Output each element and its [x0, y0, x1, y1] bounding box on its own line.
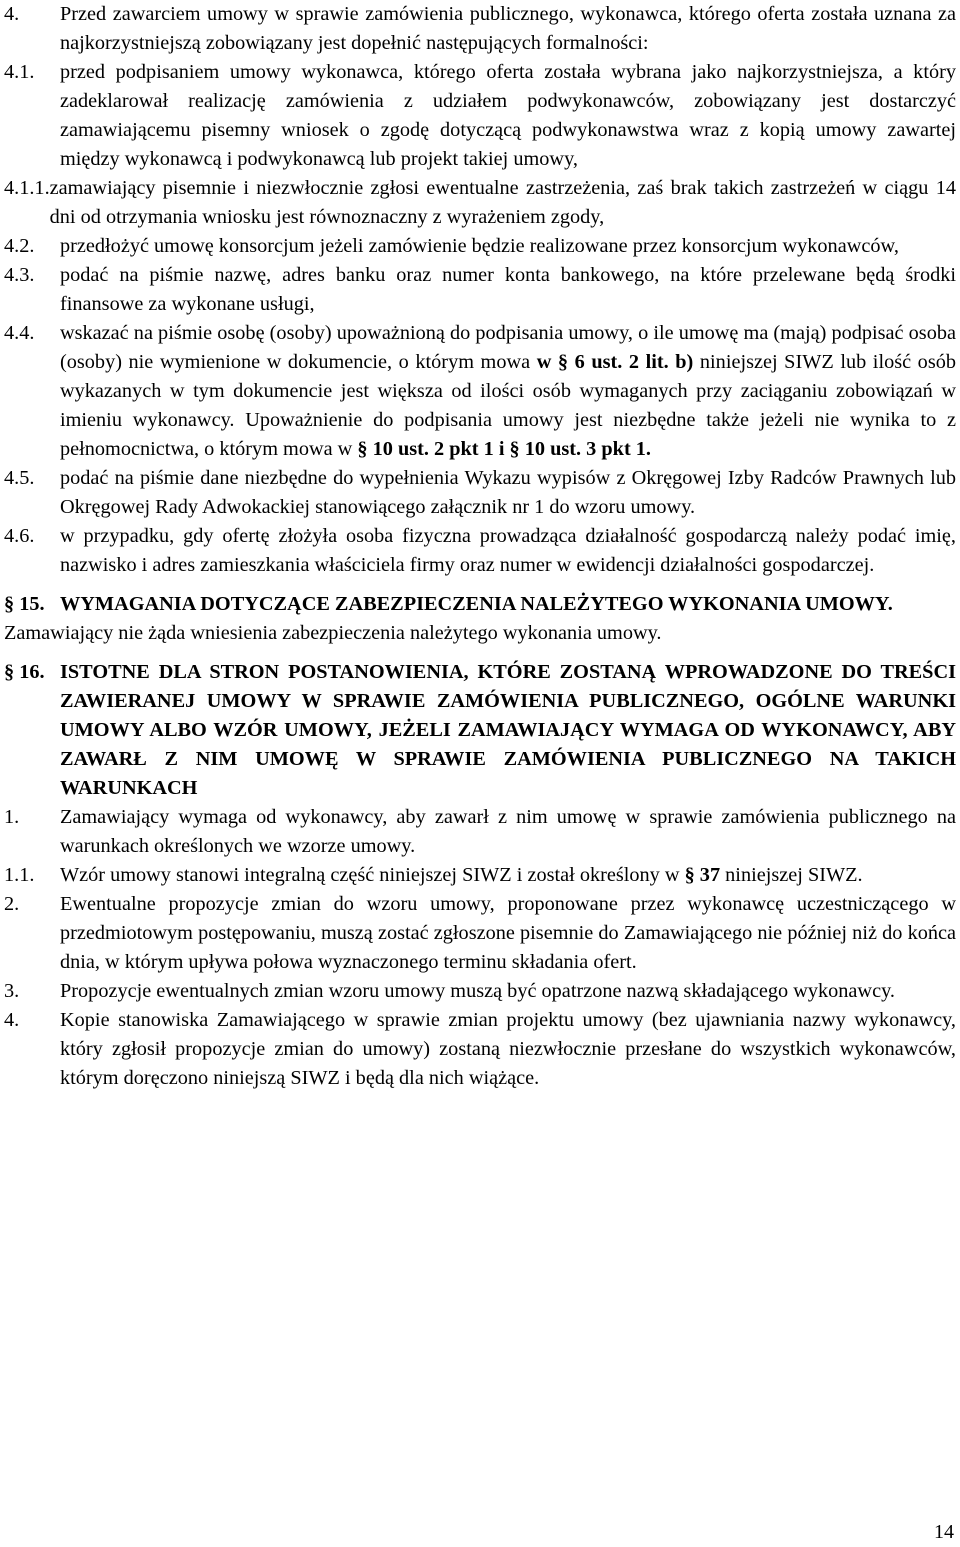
list-item-4-4: [4, 319, 956, 464]
section-title: ISTOTNE DLA STRON POSTANOWIENIA, KTÓRE ZOSTANĄ WPROWADZONE DO TREŚCI ZAWIERANEJ UMOWY W SPRAWIE ZAMÓWIENIA PUBLICZNEGO, OGÓLNE WARUNKI UMOWY ALBO WZÓR UMOWY, JEŻELI ZAMAWIAJĄCY WYMAGA OD WYKONAWCY, ABY ZAWARŁ Z NIM UMOWĘ W SPRAWIE ZAMÓWIENIA PUBLICZNEGO NA TAKICH WARUNKACH: [60, 661, 956, 799]
item-number: 4.1.1.: [4, 177, 50, 199]
list-item-4-3: [4, 261, 956, 319]
item-number: 4.6.: [4, 525, 35, 547]
list-item-4-1-1: [4, 174, 956, 232]
item-text: Zamawiający wymaga od wykonawcy, aby zawarł z nim umowę w sprawie zamówienia publicznego na warunkach określonych we wzorze umowy.: [60, 806, 956, 857]
section-15-heading: [4, 590, 956, 619]
item-text: zamawiający pisemnie i niezwłocznie zgłosi ewentualne zastrzeżenia, zaś brak takich zastrzeżeń w ciągu 14 dni od otrzymania wniosku jest równoznaczny z wyrażeniem zgody,: [49, 177, 956, 228]
page-number: 14: [934, 1521, 954, 1543]
list-item-4: [4, 0, 956, 58]
list-item-16-3: [4, 977, 956, 1006]
item-number: 4.3.: [4, 264, 35, 286]
list-item-4-2: [4, 232, 956, 261]
list-item-4-6: [4, 522, 956, 580]
list-item-4-1: [4, 58, 956, 174]
item-text: w przypadku, gdy ofertę złożyła osoba fizyczna prowadząca działalność gospodarczą należy podać imię, nazwisko i adres zamieszkania właściciela firmy oraz numer w ewidencji działalności gospodarczej.: [60, 525, 956, 576]
item-number: 4.: [4, 3, 20, 25]
list-item-16-4: [4, 1006, 956, 1093]
item-text-part: wskazać na piśmie osobę (osoby) upoważnioną do podpisania umowy, o ile umowę ma (mają) podpisać osoba (osoby) nie wymienione w dokumencie, o którym mowa: [60, 322, 956, 373]
section-15-body: Zamawiający nie żąda wniesienia zabezpieczenia należytego wykonania umowy.: [4, 622, 662, 644]
item-text-part: Wzór umowy stanowi integralną część niniejszej SIWZ i został określony w: [60, 864, 685, 886]
item-number: 4.5.: [4, 467, 35, 489]
item-text: Przed zawarciem umowy w sprawie zamówienia publicznego, wykonawca, którego oferta została uznana za najkorzystniejszą zobowiązany jest dopełnić następujących formalności:: [60, 3, 956, 54]
list-item-16-1: [4, 803, 956, 861]
section-number: § 15.: [4, 593, 45, 615]
item-text: podać na piśmie nazwę, adres banku oraz numer konta bankowego, na które przelewane będą środki finansowe za wykonane usługi,: [60, 264, 956, 315]
item-text-part: niniejszej SIWZ lub ilość osób wykazanych w tym dokumencie jest większa od ilości osób wymaganych przy zaciąganiu zobowiązań w imieniu wykonawcy. Upoważnienie do podpisania umowy jest niezbędne także jeżeli nie wynika to z pełnomocnictwa, o którym mowa w: [60, 351, 956, 460]
list-item-16-2: [4, 890, 956, 977]
item-number: 4.1.: [4, 61, 35, 83]
section-title: WYMAGANIA DOTYCZĄCE ZABEZPIECZENIA NALEŻYTEGO WYKONANIA UMOWY.: [60, 593, 893, 615]
item-text: [60, 319, 956, 464]
item-text-bold: § 10 ust. 2 pkt 1 i § 10 ust. 3 pkt 1.: [357, 438, 651, 460]
item-number: 1.1.: [4, 864, 35, 886]
document-page: [4, 0, 956, 1093]
item-text-bold: w § 6 ust. 2 lit.: [536, 351, 669, 373]
item-text-bold: § 37: [684, 864, 721, 886]
item-text-part: niniejszej SIWZ.: [720, 864, 863, 886]
item-text: Kopie stanowiska Zamawiającego w sprawie zmian projektu umowy (bez ujawniania nazwy wykonawcy, który zgłosił propozycje zmian do umowy) zostaną niezwłocznie przesłane do wszystkich wykonawców, którym doręczono niniejszą SIWZ i będą dla nich wiążące.: [60, 1009, 956, 1089]
item-text: [60, 861, 956, 890]
list-item-16-1-1: [4, 861, 956, 890]
item-text: przedłożyć umowę konsorcjum jeżeli zamówienie będzie realizowane przez konsorcjum wykonawców,: [60, 235, 899, 257]
item-number: 2.: [4, 893, 20, 915]
item-text: Propozycje ewentualnych zmian wzoru umowy muszą być opatrzone nazwą składającego wykonawcy.: [60, 980, 895, 1002]
section-number: § 16.: [4, 661, 45, 683]
item-text: Ewentualne propozycje zmian do wzoru umowy, proponowane przez wykonawcę uczestniczącego w przedmiotowym postępowaniu, muszą zostać zgłoszone pisemnie do Zamawiającego nie później niż do końca dnia, w którym upływa połowa wyznaczonego terminu składania ofert.: [60, 893, 956, 973]
item-number: 4.4.: [4, 322, 35, 344]
item-number: 3.: [4, 980, 20, 1002]
list-item-4-5: [4, 464, 956, 522]
item-number: 4.2.: [4, 235, 35, 257]
item-text: podać na piśmie dane niezbędne do wypełnienia Wykazu wypisów z Okręgowej Izby Radców Prawnych lub Okręgowej Rady Adwokackiej stanowiącego załącznik nr 1 do wzoru umowy.: [60, 467, 956, 518]
item-number: 4.: [4, 1009, 20, 1031]
item-number: 1.: [4, 806, 20, 828]
item-text: przed podpisaniem umowy wykonawca, którego oferta została wybrana jako najkorzystniejsza, a który zadeklarował realizację zamówienia z udziałem podwykonawców, zobowiązany jest dostarczyć zamawiającemu pisemny wniosek o zgodę dotyczącą podwykonawstwa wraz z kopią umowy zawartej między wykonawcą i podwykonawcą lub projekt takiej umowy,: [60, 61, 956, 170]
item-text-bold: b): [675, 351, 694, 373]
section-16-heading: [4, 658, 956, 803]
